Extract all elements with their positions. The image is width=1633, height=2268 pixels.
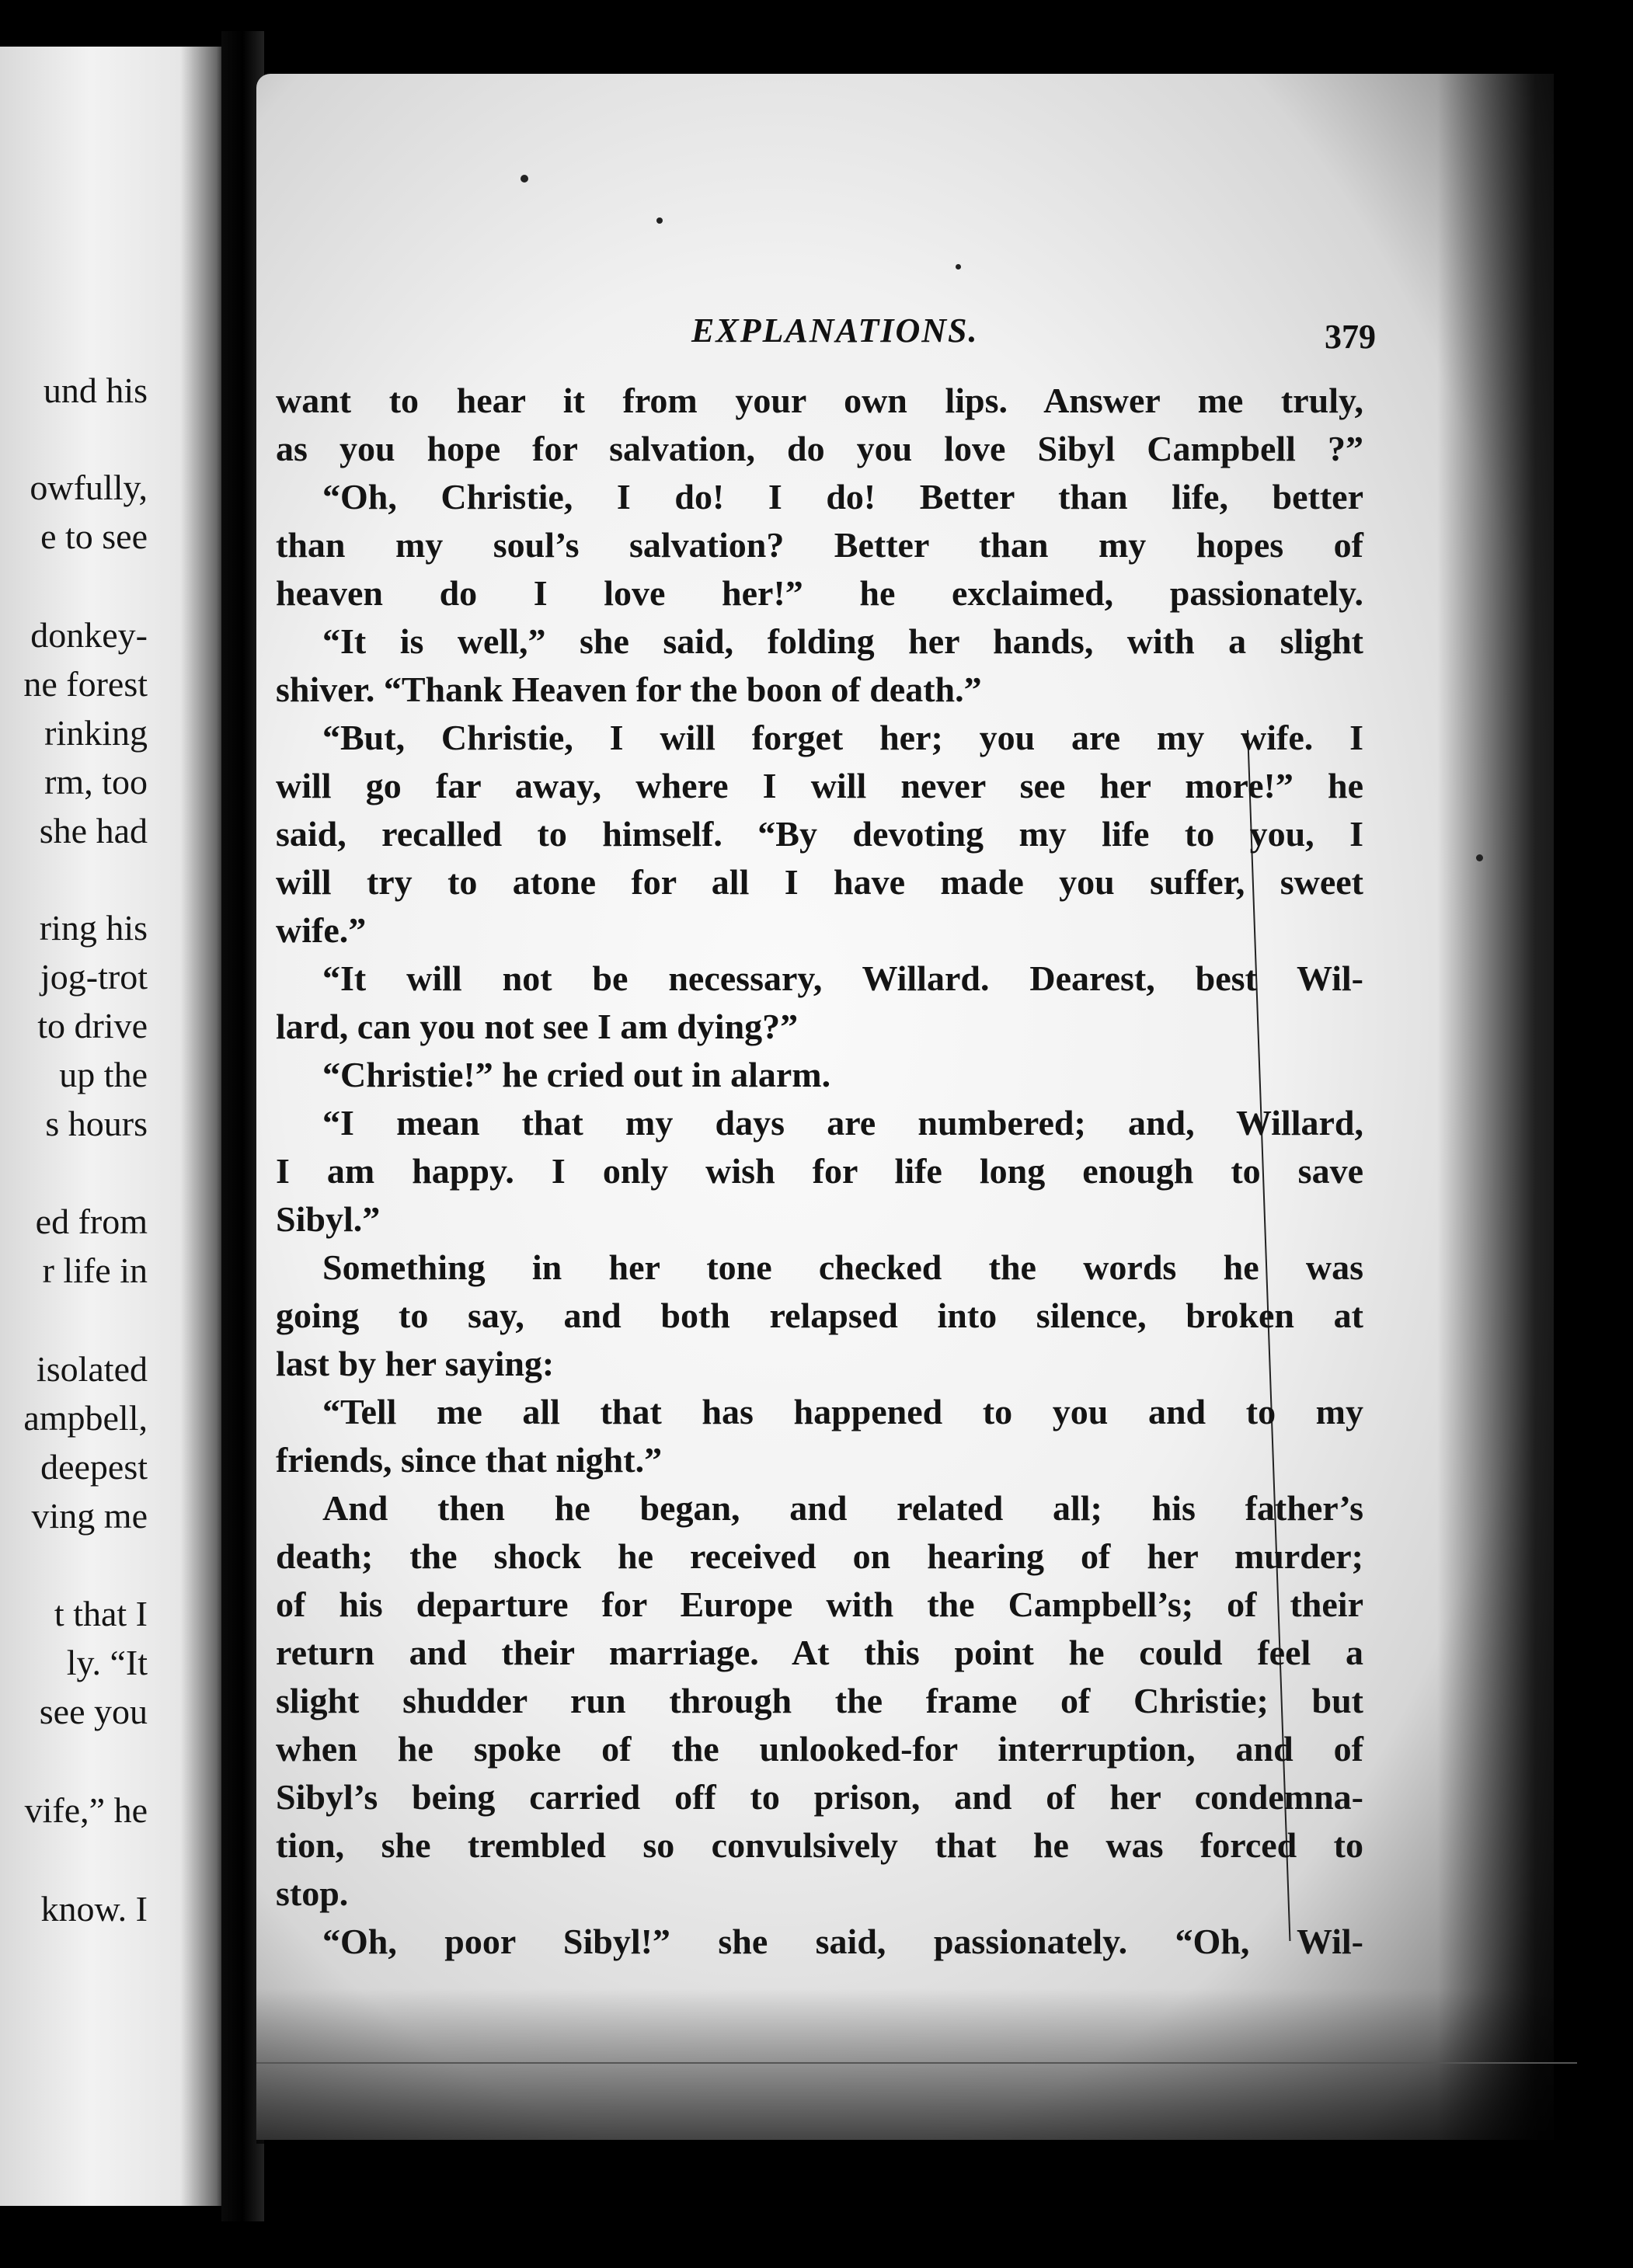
left-page-line: ne forest [23, 664, 148, 704]
text-line: “Tell me all that has happened to you and to my [322, 1392, 1363, 1431]
text-line: “It will not be necessary, Willard. Dearest, best Wil- [322, 958, 1363, 998]
left-page-line: ring his [39, 908, 148, 948]
text-line: Sibyl.” [276, 1199, 381, 1239]
left-page-line: und his [43, 370, 148, 410]
scan-speck [521, 175, 528, 183]
left-page-line: t that I [54, 1594, 148, 1633]
text-line: And then he began, and related all; his father’s [322, 1488, 1363, 1528]
facing-page-fragment [0, 47, 225, 2206]
text-line: “It is well,” she said, folding her hands, with a slight [322, 621, 1363, 661]
left-page-line: e to see [40, 517, 148, 556]
text-line: lard, can you not see I am dying?” [276, 1007, 799, 1046]
left-page-line: s hours [45, 1104, 148, 1143]
text-line: wife.” [276, 910, 367, 950]
left-page-line: donkey- [30, 615, 148, 655]
text-line: “But, Christie, I will forget her; you are my wife. I [322, 718, 1363, 757]
left-page-line: rm, too [44, 762, 148, 802]
left-page-line: she had [39, 811, 148, 850]
text-line: as you hope for salvation, do you love Sibyl Campbell ?” [276, 429, 1363, 468]
page-edge-shadow [1437, 74, 1633, 2140]
text-line: Sibyl’s being carried off to prison, and of her condemna- [276, 1777, 1363, 1817]
text-line: “Oh, Christie, I do! I do! Better than life, better [322, 477, 1363, 517]
text-line: want to hear it from your own lips. Answer me truly, [276, 381, 1363, 420]
text-line: heaven do I love her!” he exclaimed, passionately. [276, 573, 1363, 613]
text-line: “Oh, poor Sibyl!” she said, passionately. “Oh, Wil- [322, 1922, 1363, 1961]
text-line: last by her saying: [276, 1344, 555, 1383]
left-page-line: ving me [31, 1496, 148, 1536]
text-line: death; the shock he received on hearing of her murder; [276, 1536, 1363, 1576]
left-page-line: know. I [40, 1889, 148, 1929]
left-page-line: rinking [44, 713, 148, 753]
text-line: will go far away, where I will never see her more!” he [276, 766, 1363, 805]
text-line: return and their marriage. At this point he could feel a [276, 1633, 1363, 1672]
text-line: will try to atone for all I have made you suffer, sweet [276, 862, 1363, 902]
text-line: when he spoke of the unlooked-for interruption, and of [276, 1729, 1363, 1769]
text-line: friends, since that night.” [276, 1440, 663, 1480]
left-page-line: ampbell, [23, 1398, 148, 1438]
scan-speck [656, 217, 663, 224]
left-page-line: vife,” he [24, 1790, 148, 1830]
left-page-line: up the [59, 1055, 148, 1094]
running-head: EXPLANATIONS. [691, 311, 979, 350]
text-line: tion, she trembled so convulsively that he was forced to [276, 1825, 1363, 1865]
text-line: slight shudder run through the frame of Christie; but [276, 1681, 1363, 1720]
text-line: stop. [276, 1873, 349, 1913]
left-page-line: jog-trot [40, 957, 148, 997]
text-line: shiver. “Thank Heaven for the boon of death.” [276, 670, 982, 709]
text-line: “I mean that my days are numbered; and, Willard, [322, 1103, 1363, 1143]
left-page-line: owfully, [30, 468, 148, 507]
left-page-line: ed from [35, 1202, 148, 1241]
text-line: said, recalled to himself. “By devoting my life to you, I [276, 814, 1363, 854]
left-page-line: to drive [37, 1006, 148, 1045]
left-page-line: isolated [36, 1349, 148, 1389]
text-line: of his departure for Europe with the Campbell’s; of their [276, 1584, 1363, 1624]
scan-speck [1476, 854, 1483, 861]
left-page-line: r life in [42, 1251, 148, 1290]
left-page-line: see you [39, 1692, 148, 1731]
scan-speck [956, 264, 961, 270]
page-bottom-rule [256, 2062, 1577, 2064]
page-bottom-shadow [256, 1988, 1633, 2144]
left-page-line: ly. “It [66, 1643, 148, 1682]
text-line: than my soul’s salvation? Better than my hopes of [276, 525, 1363, 565]
body-text [276, 377, 1363, 1966]
text-line: Something in her tone checked the words he was [322, 1247, 1363, 1287]
text-line: going to say, and both relapsed into silence, broken at [276, 1296, 1363, 1335]
text-line: “Christie!” he cried out in alarm. [322, 1055, 831, 1094]
left-page-line: deepest [40, 1447, 148, 1487]
page-number: 379 [1325, 318, 1376, 356]
text-line: I am happy. I only wish for life long enough to save [276, 1151, 1363, 1191]
